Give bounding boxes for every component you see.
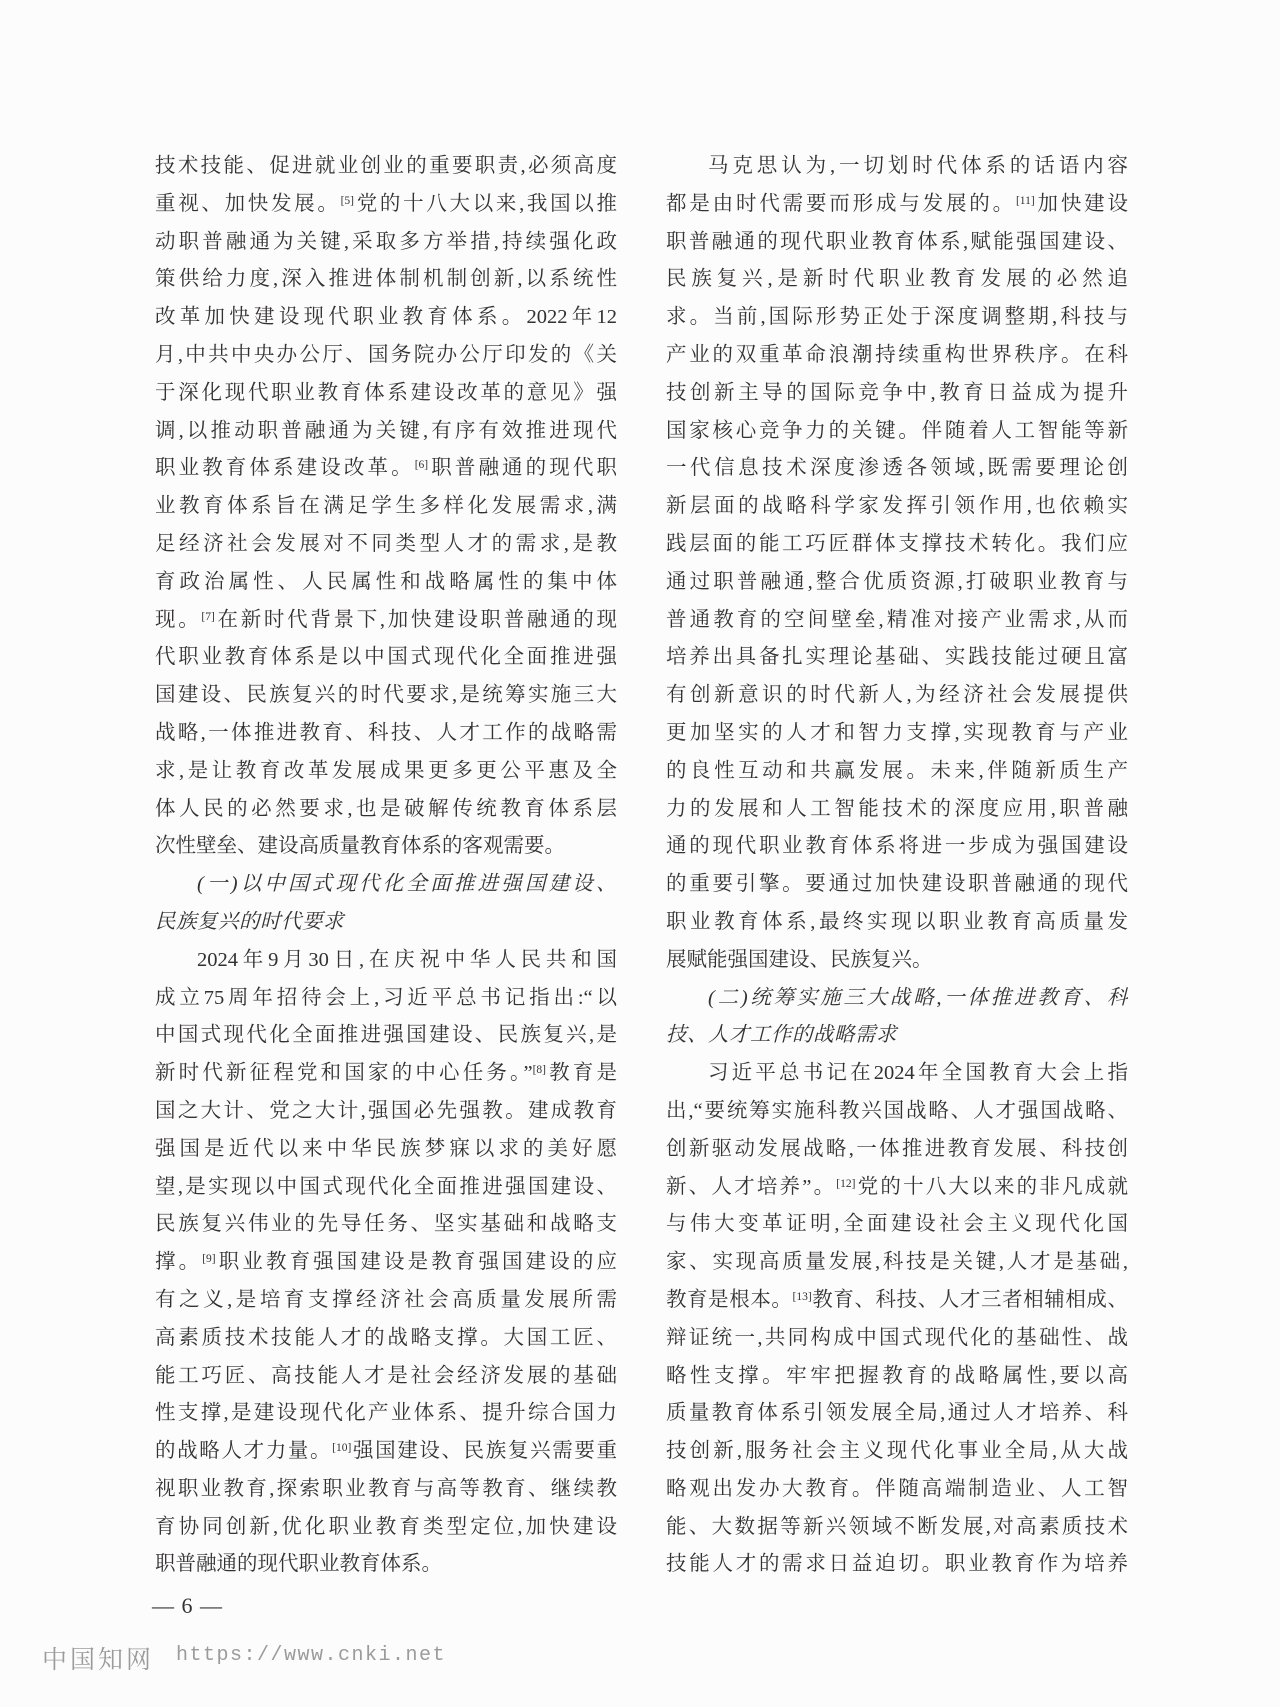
text-line: 践层面的能工巧匠群体支撑技术转化。我们应 [666,532,1128,555]
text-line: 战略,一体推进教育、科技、人才工作的战略需 [155,721,617,744]
citation-ref: [6] [414,459,429,472]
text-line: 通过职普融通,整合优质资源,打破职业教育与 [666,570,1128,593]
text-line: 业教育体系旨在满足学生多样化发展需求,满 [155,495,617,518]
text-column-right [666,148,1128,1584]
citation-ref: [11] [1015,194,1035,207]
text-line: 足经济社会发展对不同类型人才的需求,是教 [155,532,617,555]
text-line: 质量教育体系引领发展全局,通过人才培养、科 [666,1402,1128,1425]
text-line: 重视、加快发展。[5]党的十八大以来,我国以推 [155,192,617,215]
text-line: 新层面的战略科学家发挥引领作用,也依赖实 [666,495,1128,518]
text-line: 求。当前,国际形势正处于深度调整期,科技与 [666,306,1128,329]
text-line: 都是由时代需要而形成与发展的。[11]加快建设 [666,192,1128,215]
text-line: 能、大数据等新兴领域不断发展,对高素质技术 [666,1515,1128,1538]
text-line: 国之大计、党之大计,强国必先强教。建成教育 [155,1099,617,1122]
text-line: 育政治属性、人民属性和战略属性的集中体 [155,570,617,593]
citation-ref: [8] [532,1064,546,1077]
text-line: 技创新,服务社会主义现代化事业全局,从大战 [666,1440,1128,1463]
section-heading-line: (一)以中国式现代化全面推进强国建设、 [197,873,617,896]
text-line: 通的现代职业教育体系将进一步成为强国建设 [666,835,1128,858]
text-line: 技术技能、促进就业创业的重要职责,必须高度 [155,155,617,177]
section-heading-line: 民族复兴的时代要求 [155,910,344,933]
text-line: 职业教育体系,最终实现以职业教育高质量发 [666,910,1128,933]
cnki-watermark-url: https://www.cnki.net [176,1644,447,1667]
citation-ref: [9] [202,1253,216,1266]
text-line: 技创新主导的国际竞争中,教育日益成为提升 [666,381,1128,404]
cnki-watermark-site-name: 中国知网 [42,1647,155,1674]
text-line: 次性壁垒、建设高质量教育体系的客观需要。 [155,835,565,858]
text-line: 新时代新征程党和国家的中心任务。”[8]教育是 [155,1062,617,1085]
text-line: 改革加快建设现代职业教育体系。2022年12 [155,306,617,329]
text-line: 国建设、民族复兴的时代要求,是统筹实施三大 [155,684,617,707]
text-line: 培养出具备扎实理论基础、实践技能过硬且富 [666,646,1128,669]
text-line: 中国式现代化全面推进强国建设、民族复兴,是 [155,1024,617,1047]
text-line: 动职普融通为关键,采取多方举措,持续强化政 [155,230,617,253]
text-line: 的战略人才力量。[10]强国建设、民族复兴需要重 [155,1440,617,1463]
text-line: 的良性互动和共赢发展。未来,伴随新质生产 [666,759,1128,782]
text-line: 产业的双重革命浪潮持续重构世界秩序。在科 [666,343,1128,366]
text-line: 一代信息技术深度渗透各领域,既需要理论创 [666,457,1128,480]
text-line: 有之义,是培育支撑经济社会高质量发展所需 [155,1288,617,1311]
text-line: 与伟大变革证明,全面建设社会主义现代化国 [666,1213,1128,1236]
text-line: 家、实现高质量发展,科技是关键,人才是基础, [666,1251,1128,1274]
text-line: 代职业教育体系是以中国式现代化全面推进强 [155,646,617,669]
text-line: 2024年9月30日,在庆祝中华人民共和国 [197,948,617,971]
text-line: 习近平总书记在2024年全国教育大会上指 [708,1062,1128,1085]
text-line: 普通教育的空间壁垒,精准对接产业需求,从而 [666,608,1128,631]
text-line: 有创新意识的时代新人,为经济社会发展提供 [666,684,1128,707]
text-line: 民族复兴,是新时代职业教育发展的必然追 [666,268,1128,291]
citation-ref: [13] [792,1290,812,1303]
section-heading-line: (二)统筹实施三大战略,一体推进教育、科 [708,986,1128,1009]
text-line: 教育是根本。[13]教育、科技、人才三者相辅相成、 [666,1288,1128,1311]
text-line: 马克思认为,一切划时代体系的话语内容 [708,155,1128,177]
text-column-left [155,148,617,1584]
text-line: 更加坚实的人才和智力支撑,实现教育与产业 [666,721,1128,744]
text-line: 强国是近代以来中华民族梦寐以求的美好愿 [155,1137,617,1160]
citation-ref: [10] [332,1442,352,1455]
text-line: 撑。[9]职业教育强国建设是教育强国建设的应 [155,1251,617,1274]
text-line: 策供给力度,深入推进体制机制创新,以系统性 [155,268,617,291]
text-line: 创新驱动发展战略,一体推进教育发展、科技创 [666,1137,1128,1160]
text-line: 职普融通的现代职业教育体系,赋能强国建设、 [666,230,1128,253]
citation-ref: [5] [340,194,355,207]
citation-ref: [12] [836,1177,856,1190]
text-line: 能工巧匠、高技能人才是社会经济发展的基础 [155,1364,617,1387]
text-line: 成立75周年招待会上,习近平总书记指出:“以 [155,986,617,1009]
text-line: 体人民的必然要求,也是破解传统教育体系层 [155,797,617,820]
text-line: 月,中共中央办公厅、国务院办公厅印发的《关 [155,343,617,366]
text-line: 视职业教育,探索职业教育与高等教育、继续教 [155,1477,617,1500]
text-line: 育协同创新,优化职业教育类型定位,加快建设 [155,1515,617,1538]
text-line: 求,是让教育改革发展成果更多更公平惠及全 [155,759,617,782]
text-line: 现。[7]在新时代背景下,加快建设职普融通的现 [155,608,617,631]
text-line: 辩证统一,共同构成中国式现代化的基础性、战 [666,1326,1128,1349]
citation-ref: [7] [201,610,215,623]
page-number: — 6 — [152,1593,223,1618]
text-line: 望,是实现以中国式现代化全面推进强国建设、 [155,1175,617,1198]
section-heading-line: 技、人才工作的战略需求 [666,1024,897,1047]
text-line: 略观出发办大教育。伴随高端制造业、人工智 [666,1477,1128,1500]
text-line: 新、人才培养”。[12]党的十八大以来的非凡成就 [666,1175,1128,1198]
text-line: 民族复兴伟业的先导任务、坚实基础和战略支 [155,1213,617,1236]
text-line: 高素质技术技能人才的战略支撑。大国工匠、 [155,1326,617,1349]
text-line: 性支撑,是建设现代化产业体系、提升综合国力 [155,1402,617,1425]
text-line: 的重要引擎。要通过加快建设职普融通的现代 [666,873,1128,896]
text-line: 职普融通的现代职业教育体系。 [155,1553,442,1576]
text-line: 调,以推动职普融通为关键,有序有效推进现代 [155,419,617,442]
text-line: 力的发展和人工智能技术的深度应用,职普融 [666,797,1128,820]
text-line: 出,“要统筹实施科教兴国战略、人才强国战略、 [666,1099,1128,1122]
text-line: 展赋能强国建设、民族复兴。 [666,948,933,971]
text-line: 略性支撑。牢牢把握教育的战略属性,要以高 [666,1364,1128,1387]
text-line: 技能人才的需求日益迫切。职业教育作为培养 [666,1553,1128,1576]
text-line: 于深化现代职业教育体系建设改革的意见》强 [155,381,617,404]
text-line: 职业教育体系建设改革。[6]职普融通的现代职 [155,457,617,480]
text-line: 国家核心竞争力的关键。伴随着人工智能等新 [666,419,1128,442]
